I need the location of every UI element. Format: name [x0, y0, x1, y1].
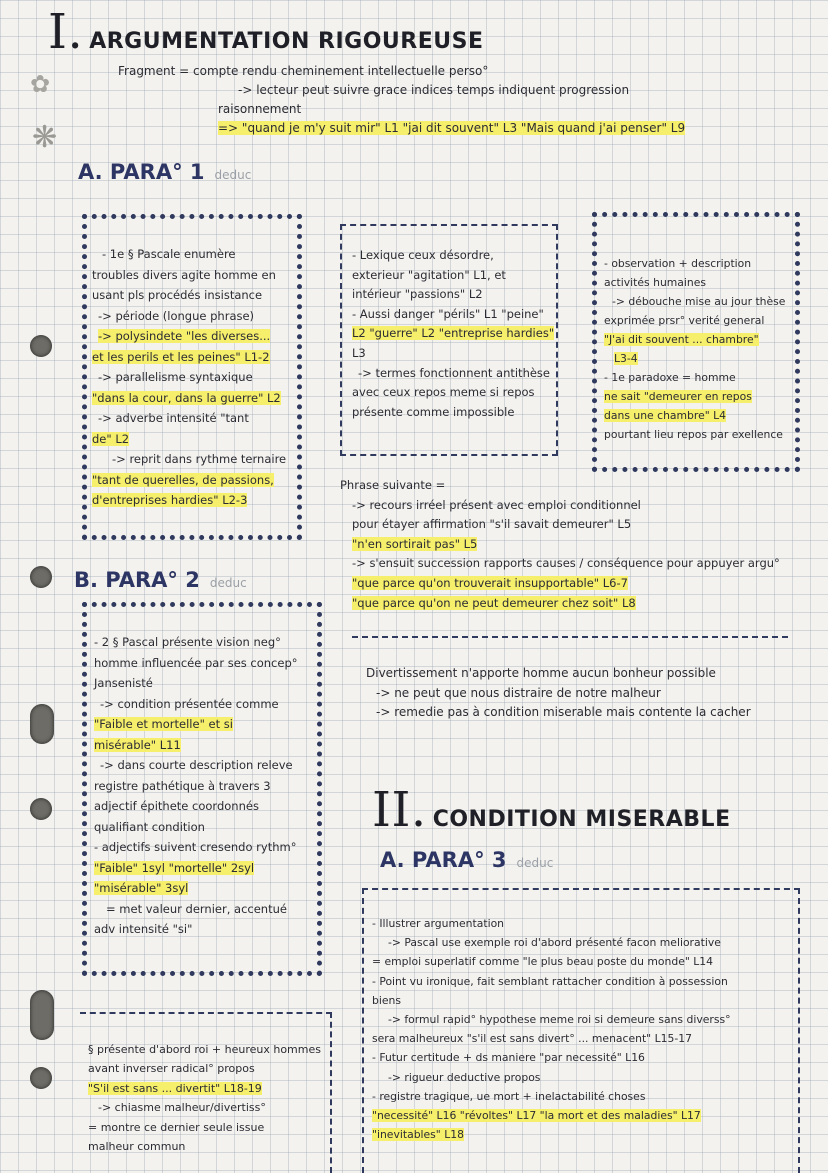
note-line: Jansenisté [94, 676, 153, 690]
note-line: - Aussi danger "périls" L1 "peine" [352, 306, 544, 321]
binder-hole [30, 990, 54, 1040]
main-title-2 [372, 782, 731, 838]
note-line: exprimée prsr° verité general [604, 314, 765, 327]
note-line: misérable" L11 [94, 737, 181, 752]
note-line: = montre ce dernier seule issue [88, 1120, 265, 1134]
note-line: "S'il est sans ... divertit" L18-19 [88, 1081, 262, 1095]
note-line: pour étayer affirmation "s'il savait demeurer" L5 [352, 517, 632, 532]
note-line: d'entreprises hardies" L2-3 [92, 493, 248, 507]
intro-line: Fragment = compte rendu cheminement intellectuelle perso° [118, 64, 489, 78]
note-line: avec ceux repos meme si repos [352, 385, 535, 400]
note-line: -> parallelisme syntaxique [98, 370, 253, 384]
section-heading-para2: B. PARA° 2 deduc [74, 568, 247, 592]
note-line: "n'en sortirait pas" L5 [352, 536, 478, 551]
note-box-para2-vision-text [94, 632, 298, 940]
binder-hole [30, 704, 54, 744]
note-line: -> adverbe intensité "tant [98, 411, 249, 425]
binder-hole [30, 335, 52, 357]
note-line: L3-4 [614, 352, 638, 365]
intro-line: -> lecteur peut suivre grace indices temps indiquent progression [238, 83, 630, 97]
note-line: ne sait "demeurer en repos [604, 390, 752, 403]
note-line: L2 "guerre" L2 "entreprise hardies" [352, 326, 555, 341]
note-line: Divertissement n'apporte homme aucun bonheur possible [366, 666, 716, 680]
section-heading-para1: A. PARA° 1 deduc [78, 160, 252, 184]
note-line: exterieur "agitation" L1, et [352, 267, 506, 282]
note-line: -> remedie pas à condition miserable mais contente la cacher [376, 705, 751, 720]
note-line: - Illustrer argumentation [372, 917, 505, 930]
note-line: - Point vu ironique, fait semblant rattacher condition à possession [372, 974, 728, 988]
divertissement-text [366, 664, 751, 723]
corner-scribble-icon: ❋ [32, 120, 58, 155]
intro-line: => "quand je m'y suit mir" L1 "jai dit souvent" L3 "Mais quand j'ai penser" L9 [218, 121, 686, 135]
note-line: usant pls procédés insistance [92, 288, 263, 302]
note-line: biens [372, 993, 401, 1007]
note-line: -> reprit dans rythme ternaire [112, 452, 287, 466]
note-line: "J'ai dit souvent ... chambre" [604, 333, 759, 346]
note-box-para1-lexique-text [352, 246, 554, 422]
note-line: adv intensité "si" [94, 922, 193, 936]
note-box-para1-procedes-text [92, 244, 286, 511]
note-box-para3-illustration-text [372, 914, 730, 1144]
note-line: intérieur "passions" L2 [352, 287, 483, 302]
note-box-para2-chiasme-text [88, 1040, 321, 1156]
note-line: "inevitables" L18 [372, 1128, 464, 1142]
note-line: "misérable" 3syl [94, 881, 189, 895]
note-line: "Faible et mortelle" et si [94, 717, 233, 731]
note-line: - 1e paradoxe = homme [604, 371, 736, 384]
binder-hole [30, 1067, 52, 1089]
note-line: présente comme impossible [352, 404, 515, 419]
corner-scribble-icon: ✿ [30, 70, 51, 98]
note-line: "necessité" L16 "révoltes" L17 "la mort et des maladies" L17 [372, 1109, 701, 1123]
note-line: L3 [352, 345, 366, 360]
note-line: -> débouche mise au jour thèse [612, 295, 786, 308]
note-line: dans une chambre" L4 [604, 409, 727, 422]
note-line: -> dans courte description releve [100, 758, 293, 772]
main-title-1 [48, 4, 483, 60]
note-line: -> condition présentée comme [100, 696, 279, 711]
note-line: - adjectifs suivent cresendo rythm° [94, 840, 297, 854]
phrase-suivante-text [340, 476, 780, 613]
intro-line: raisonnement [218, 102, 302, 116]
note-line: -> rigueur deductive propos [388, 1070, 541, 1084]
note-line: troubles divers agite homme en [92, 267, 276, 282]
note-line: -> s'ensuit succession rapports causes / conséquence pour appuyer argu° [352, 556, 780, 571]
note-line: et les perils et les peines" L1-2 [92, 349, 270, 364]
note-line: - 2 § Pascal présente vision neg° [94, 635, 281, 649]
note-line: "tant de querelles, de passions, [92, 472, 274, 487]
note-line: -> termes fonctionnent antithèse [358, 365, 550, 380]
section-heading-para3: A. PARA° 3 deduc [380, 848, 554, 872]
note-line: - 1e § Pascale enumère [102, 247, 236, 261]
note-line: -> période (longue phrase) [98, 308, 255, 323]
binder-hole [30, 798, 52, 820]
note-line: adjectif épithete coordonnés [94, 799, 259, 813]
intro-text [118, 62, 685, 138]
note-line: = met valeur dernier, accentué [106, 901, 287, 916]
note-line: activités humaines [604, 276, 707, 289]
note-line: de" L2 [92, 431, 130, 446]
note-line: registre pathétique à travers 3 [94, 778, 271, 793]
roman-numeral: I. [48, 4, 84, 60]
note-line: -> chiasme malheur/divertiss° [98, 1101, 266, 1115]
note-line: - Futur certitude + ds maniere "par necessité" L16 [372, 1051, 645, 1065]
note-line: "dans la cour, dans la guerre" L2 [92, 390, 281, 405]
note-line: -> recours irréel présent avec emploi conditionnel [352, 497, 641, 512]
note-line: -> polysindete "les diverses... [98, 329, 271, 343]
note-line: qualifiant condition [94, 819, 205, 834]
note-line: - registre tragique, ue mort + inelactabilité choses [372, 1089, 646, 1103]
note-line: homme influencée par ses concep° [94, 655, 298, 670]
note-line: § présente d'abord roi + heureux hommes [88, 1043, 321, 1056]
note-line: malheur commun [88, 1140, 186, 1154]
title-text: CONDITION MISERABLE [432, 807, 731, 832]
note-line: pourtant lieu repos par exellence [604, 428, 783, 441]
note-line: - Lexique ceux désordre, [352, 248, 494, 262]
note-line: = emploi superlatif comme "le plus beau poste du monde" L14 [372, 955, 713, 969]
note-line: - observation + description [604, 257, 752, 270]
note-line: sera malheureux "s'il est sans divert° ... menacent" L15-17 [372, 1032, 692, 1046]
note-box-para1-observation-text [604, 254, 785, 444]
note-line: -> Pascal use exemple roi d'abord présenté facon meliorative [388, 936, 721, 950]
note-line: Phrase suivante = [340, 478, 446, 492]
title-text: ARGUMENTATION RIGOUREUSE [89, 29, 484, 54]
note-line: -> ne peut que nous distraire de notre malheur [376, 685, 661, 700]
note-line: avant inverser radical° propos [88, 1062, 255, 1076]
note-line: "que parce qu'on ne peut demeurer chez soit" L8 [352, 595, 636, 610]
note-line: -> formul rapid° hypothese meme roi si demeure sans diverss° [388, 1013, 731, 1027]
note-line: "Faible" 1syl "mortelle" 2syl [94, 860, 255, 875]
binder-hole [30, 566, 52, 588]
note-line: "que parce qu'on trouverait insupportable" L6-7 [352, 575, 628, 590]
roman-numeral: II. [372, 782, 427, 838]
divider [352, 636, 788, 638]
